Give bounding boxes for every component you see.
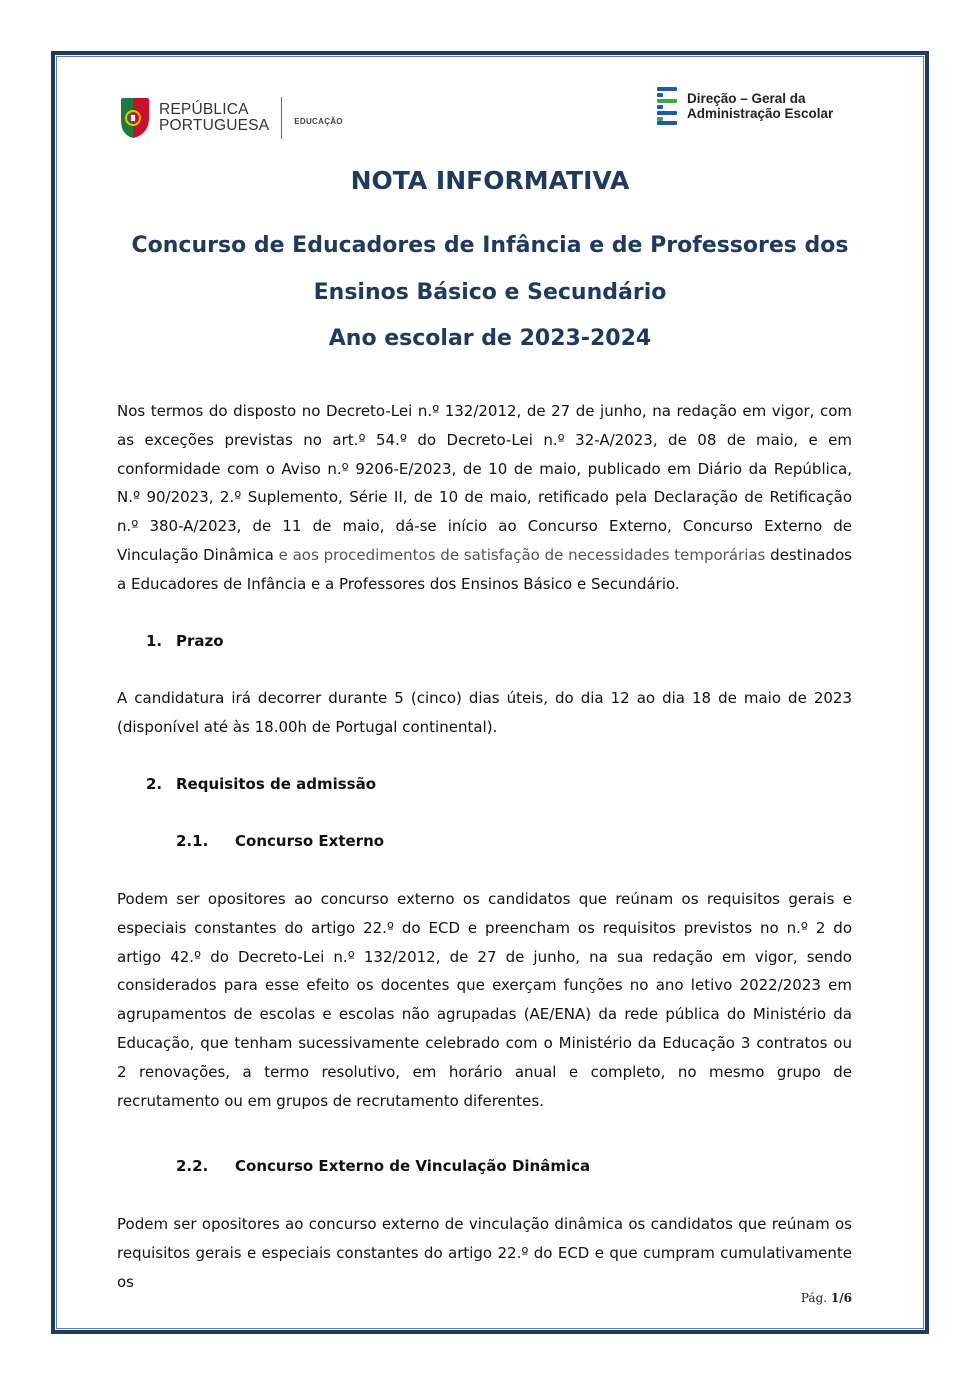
document-subtitle-line-2: Ensinos Básico e Secundário	[313, 280, 667, 305]
document-subtitle-line-1: Concurso de Educadores de Infância e de Professores dos	[131, 233, 849, 258]
dgae-logo	[657, 87, 833, 125]
logo-line-2: PORTUGUESA	[159, 117, 270, 134]
section-2-1-heading	[176, 832, 384, 850]
section-2-title: Requisitos de admissão	[176, 775, 377, 793]
section-1-heading	[146, 632, 224, 650]
intro-paragraph	[117, 397, 852, 599]
section-2-2-heading	[176, 1157, 590, 1175]
section-2-1-text: Podem ser opositores ao concurso externo os candidatos que reúnam os requisitos gerais e especiais constantes do artigo 22.º do ECD e preencham os requisitos previstos no n.º 2 do artigo 42.º do Decreto-Lei n.º 132/2012, de 27 de junho, na sua redação em vigor, sendo considerados para esse efeito os docentes que exerçam funções no ano letivo 2022/2023 em agrupamentos de escolas e escolas não agrupadas (AE/ENA) da rede pública do Ministério da Educação, que tenham sucessivamente celebrado com o Ministério da Educação 3 contratos ou 2 renovações, a termo resolutivo, em horário anual e completo, no mesmo grupo de recrutamento ou em grupos de recrutamento diferentes.	[117, 890, 852, 1110]
republica-portuguesa-text	[159, 102, 269, 134]
dgae-mark-icon	[657, 87, 679, 125]
section-2-2-title: Concurso Externo de Vinculação Dinâmica	[235, 1157, 591, 1175]
section-2-2-number: 2.2.	[176, 1157, 209, 1175]
intro-text-highlight: e aos procedimentos de satisfação de necessidades temporárias	[278, 545, 766, 564]
logo-line-1: REPÚBLICA	[159, 101, 249, 118]
dgae-line-1: Direção – Geral da	[687, 90, 806, 106]
section-2-2-text-content: Podem ser opositores ao concurso externo de vinculação dinâmica os candidatos que reúnam os requisitos gerais e especiais constantes do artigo 22.º do ECD e que cumpram cumulativamente os	[117, 1215, 852, 1291]
intro-text-3: destinados a Educadores de Infância e a Professores dos Ensinos Básico e Secundário.	[117, 545, 852, 593]
dgae-line-2: Administração Escolar	[687, 106, 834, 121]
section-2-1-number: 2.1.	[176, 832, 209, 850]
page-value: 1/6	[830, 1291, 852, 1305]
logo-divider	[281, 97, 282, 139]
republica-portuguesa-logo	[119, 95, 343, 141]
document-subtitle-year: Ano escolar de 2023-2024	[328, 326, 652, 351]
educacao-label: EDUCAÇÃO	[294, 116, 343, 126]
section-1-number: 1.	[146, 632, 163, 650]
intro-text-1: Nos termos do disposto no Decreto-Lei n.º 132/2012, de 27 de junho, na redação em vigor, com as exceções previstas no art.º 54.º do Decreto-Lei n.º 32-A/2023, de 08 de maio, e em conformidade com o Aviso n.º 9206-E/2023, de 10 de maio, publicado em Diário da República, N.º 90/2023, 2.º Suplemento, Série II, de 10 de maio, retificado pela Declaração de Retificação n.º 380-A/2023, de 11 de maio, dá-se início ao Concurso Externo, Concurso Externo de Vinculação Dinâmica	[117, 402, 852, 564]
dgae-text	[687, 91, 833, 122]
portuguese-emblem-icon	[119, 96, 151, 140]
document-title: NOTA INFORMATIVA	[350, 166, 630, 195]
section-2-1-title: Concurso Externo	[235, 832, 385, 850]
section-2-number: 2.	[146, 775, 163, 793]
section-1-text: A candidatura irá decorrer durante 5 (cinco) dias úteis, do dia 12 ao dia 18 de maio de 2023 (disponível até às 18.00h de Portugal continental).	[117, 689, 852, 736]
section-2-heading	[146, 775, 376, 793]
page-number	[801, 1291, 852, 1305]
section-2-2-text	[117, 1210, 852, 1296]
page-label: Pág.	[800, 1291, 828, 1305]
section-1-title: Prazo	[176, 632, 224, 650]
